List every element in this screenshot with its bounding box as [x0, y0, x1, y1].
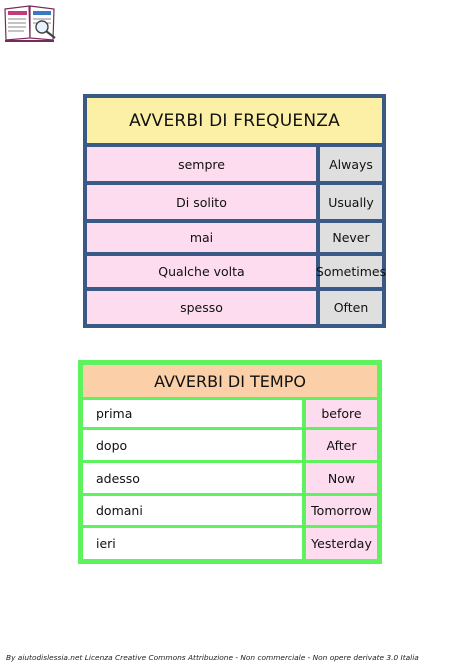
frequency-english-cell: Often	[320, 291, 382, 324]
time-italian-cell: prima	[83, 400, 302, 427]
book-magnifier-icon	[2, 2, 60, 42]
frequency-italian-cell: Qualche volta	[87, 256, 316, 287]
site-logo	[2, 2, 60, 42]
time-english-cell: After	[306, 430, 377, 460]
frequency-english-cell: Usually	[320, 185, 382, 219]
frequency-italian-cell: sempre	[87, 147, 316, 181]
frequency-english-cell: Never	[320, 223, 382, 252]
frequency-english-cell: Always	[320, 147, 382, 181]
time-adverbs-table	[78, 360, 382, 564]
frequency-adverbs-table	[83, 94, 386, 328]
time-english-cell: Tomorrow	[306, 496, 377, 525]
time-italian-cell: dopo	[83, 430, 302, 460]
frequency-italian-cell: spesso	[87, 291, 316, 324]
license-footer: By aiutodislessia.net Licenza Creative Commons Attribuzione - Non commerciale - Non opere derivate 3.0 Italia	[6, 653, 419, 662]
time-italian-cell: ieri	[83, 528, 302, 559]
frequency-italian-cell: Di solito	[87, 185, 316, 219]
frequency-english-cell: Sometimes	[320, 256, 382, 287]
time-italian-cell: domani	[83, 496, 302, 525]
time-italian-cell: adesso	[83, 463, 302, 493]
frequency-italian-cell: mai	[87, 223, 316, 252]
time-english-cell: Yesterday	[306, 528, 377, 559]
time-table-title: AVVERBI DI TEMPO	[83, 365, 377, 397]
time-english-cell: Now	[306, 463, 377, 493]
time-english-cell: before	[306, 400, 377, 427]
frequency-table-title: AVVERBI DI FREQUENZA	[87, 98, 382, 143]
